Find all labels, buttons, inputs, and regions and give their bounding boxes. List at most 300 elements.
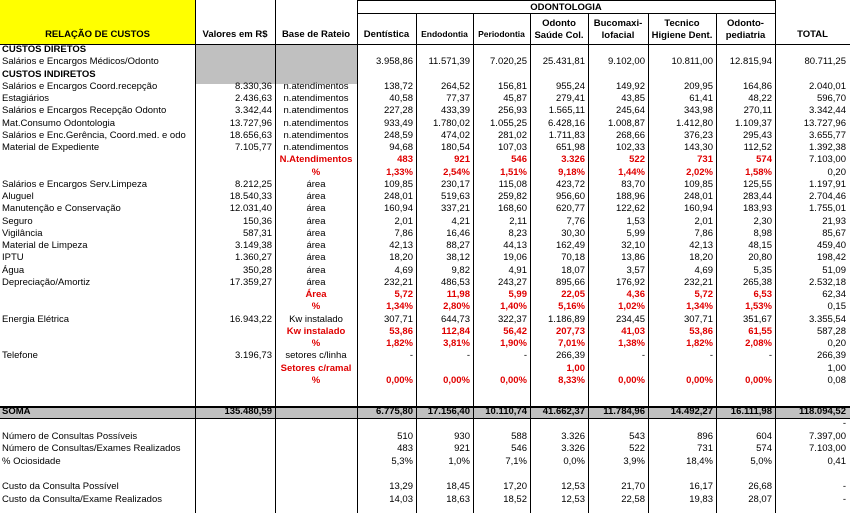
row-cell: 107,03 xyxy=(497,142,527,153)
row-cell: 19,83 xyxy=(689,493,713,505)
row-cell: 956,60 xyxy=(555,191,585,202)
row-total: 0,20 xyxy=(827,166,846,178)
row-cell xyxy=(588,363,645,375)
row-cell: 0,00% xyxy=(500,374,527,386)
row-cell: 522 xyxy=(629,443,645,455)
row-total: 596,70 xyxy=(816,93,846,104)
row-value: 3.149,38 xyxy=(235,240,272,251)
row-value: 150,36 xyxy=(242,215,272,227)
row-cell: 48,15 xyxy=(748,240,772,251)
row-total: 85,67 xyxy=(822,227,846,239)
row-cell: 5,72 xyxy=(394,289,413,300)
row-cell: 1.565,11 xyxy=(548,105,585,117)
row-value: 3.196,73 xyxy=(235,350,272,362)
row-cell: 3,9% xyxy=(623,455,645,467)
row-cell: 921 xyxy=(454,443,470,455)
row-cell: 10.110,74 xyxy=(485,406,527,417)
row-cell: 1,0% xyxy=(448,455,470,467)
row-cell: 1,82% xyxy=(686,338,713,349)
row-cell: 45,87 xyxy=(503,93,527,104)
row-cell: 164,86 xyxy=(742,80,772,92)
col-header-3b: Saúde Col. xyxy=(534,30,584,41)
row-cell: 1,02% xyxy=(618,301,645,313)
row-total: 80.711,25 xyxy=(804,56,846,68)
vrule-10 xyxy=(775,0,776,513)
col-header-5b: Higiene Dent. xyxy=(651,30,713,41)
row-cell: 295,43 xyxy=(742,129,772,141)
row-cell: 283,44 xyxy=(742,191,772,202)
row-cell: 588 xyxy=(511,430,527,442)
row-cell: 651,98 xyxy=(555,142,585,153)
row-base: área xyxy=(306,178,326,190)
row-total: 13.727,96 xyxy=(803,117,846,129)
row-label: % Ociosidade xyxy=(2,455,61,467)
row-value: 135.480,59 xyxy=(224,406,272,417)
row-base: área xyxy=(306,227,326,239)
row-cell: 18,4% xyxy=(686,455,713,467)
row-cell: 1.711,83 xyxy=(548,129,585,141)
row-total: - xyxy=(842,493,846,505)
row-cell: - xyxy=(409,350,413,362)
row-cell: 933,49 xyxy=(383,117,413,129)
row-cell: 40,58 xyxy=(389,93,413,104)
row-cell: 18,20 xyxy=(389,252,413,264)
row-cell: 11.571,39 xyxy=(428,56,470,68)
vrule-1 xyxy=(195,0,196,513)
row-cell: 307,71 xyxy=(683,313,713,325)
row-base: n.atendimentos xyxy=(283,117,349,129)
row-cell: 16,46 xyxy=(446,227,470,239)
title-header: RELAÇÃO DE CUSTOS xyxy=(45,29,150,40)
row-cell: 183,93 xyxy=(742,203,772,215)
row-cell: - xyxy=(709,350,713,362)
row-cell: 6.775,80 xyxy=(376,406,413,417)
row-label: Salários e Enc.Gerência, Coord.med. e odo xyxy=(2,129,186,141)
row-label: Custo da Consulta Possível xyxy=(2,481,119,492)
row-cell: 0,0% xyxy=(563,455,585,467)
row-cell: 279,41 xyxy=(555,93,585,104)
row-total: 2.532,18 xyxy=(809,276,846,288)
row-cell: 115,08 xyxy=(498,178,527,190)
row-cell: 88,27 xyxy=(446,240,470,251)
row-cell: 7,1% xyxy=(505,455,527,467)
row-cell: 546 xyxy=(511,443,527,455)
row-cell: 281,02 xyxy=(497,129,527,141)
row-cell: 6,53 xyxy=(753,289,772,300)
row-cell: 4,36 xyxy=(626,289,645,300)
row-total: 2.040,01 xyxy=(809,80,846,92)
row-cell: 5,16% xyxy=(558,301,585,313)
row-cell: 14,03 xyxy=(389,493,413,505)
row-cell: 543 xyxy=(629,430,645,442)
row-cell: 3.326 xyxy=(561,430,585,442)
row-cell: 3.958,86 xyxy=(376,56,413,68)
row-base: área xyxy=(306,191,326,202)
row-base: Área xyxy=(305,289,327,300)
row-cell: 17,20 xyxy=(503,481,527,492)
row-cell: 20,80 xyxy=(748,252,772,264)
row-label: Salários e Encargos Médicos/Odonto xyxy=(2,56,159,68)
row-label: CUSTOS INDIRETOS xyxy=(2,68,96,80)
row-base: área xyxy=(306,240,326,251)
row-total: 266,39 xyxy=(816,350,846,362)
row-total: 0,41 xyxy=(827,455,846,467)
row-cell: 4,69 xyxy=(394,264,413,276)
row-base: área xyxy=(306,252,326,264)
row-label: Salários e Encargos Coord.recepção xyxy=(2,80,158,92)
row-cell: 14.492,27 xyxy=(670,406,713,417)
row-cell: 248,01 xyxy=(683,191,713,202)
row-cell: 604 xyxy=(756,430,772,442)
col-header-3a: Odonto xyxy=(542,18,576,29)
row-base: Kw instalado xyxy=(286,325,346,337)
base-header: Base de Rateio xyxy=(281,29,351,40)
row-total: 3.655,77 xyxy=(809,129,846,141)
row-cell: 8,33% xyxy=(558,374,585,386)
row-cell: 0,00% xyxy=(618,374,645,386)
row-cell: 41.662,37 xyxy=(542,406,585,417)
row-cell: 209,95 xyxy=(683,80,713,92)
row-cell: 160,94 xyxy=(683,203,713,215)
row-cell: 486,53 xyxy=(440,276,470,288)
row-cell: 1.109,37 xyxy=(735,117,772,129)
row-cell: 162,49 xyxy=(555,240,585,251)
col-header-5a: Tecnico xyxy=(664,18,700,29)
row-cell: 18,52 xyxy=(503,493,527,505)
row-cell: 243,27 xyxy=(497,276,527,288)
row-cell: 112,52 xyxy=(743,142,772,153)
row-base: N.Atendimentos xyxy=(279,154,353,166)
row-cell: 38,12 xyxy=(446,252,470,264)
row-cell: 9,18% xyxy=(558,166,585,178)
row-cell: 248,01 xyxy=(383,191,413,202)
row-cell: 4,21 xyxy=(451,215,470,227)
row-cell: 77,37 xyxy=(446,93,470,104)
row-label: Aluguel xyxy=(2,191,34,202)
row-cell: 644,73 xyxy=(440,313,470,325)
row-cell: 1,38% xyxy=(618,338,645,349)
row-cell: 44,13 xyxy=(503,240,527,251)
row-cell: 7,01% xyxy=(558,338,585,349)
row-cell: 2,01 xyxy=(394,215,413,227)
row-cell: 160,94 xyxy=(383,203,413,215)
row-cell: 8,23 xyxy=(508,227,527,239)
row-cell: 1,82% xyxy=(386,338,413,349)
row-cell: 232,21 xyxy=(383,276,413,288)
row-cell: 266,39 xyxy=(555,350,585,362)
row-cell: 5,72 xyxy=(694,289,713,300)
row-cell: 1.780,02 xyxy=(433,117,470,129)
row-cell: 26,68 xyxy=(748,481,772,492)
row-cell: 731 xyxy=(697,443,713,455)
row-value: 12.031,40 xyxy=(229,203,272,215)
row-cell: 6.428,16 xyxy=(548,117,585,129)
row-cell: 0,00% xyxy=(745,374,772,386)
row-label: Manutenção e Conservação xyxy=(2,203,121,215)
row-cell: 149,92 xyxy=(615,80,645,92)
rule-group xyxy=(357,13,775,14)
row-cell: 483 xyxy=(397,443,413,455)
row-base: n.atendimentos xyxy=(283,142,349,153)
row-total: 3.355,54 xyxy=(809,313,846,325)
row-label: Água xyxy=(2,264,25,276)
row-cell: 343,98 xyxy=(683,105,713,117)
row-cell: 731 xyxy=(697,154,713,166)
row-cell: 25.431,81 xyxy=(542,56,585,68)
row-cell: 4,91 xyxy=(508,264,527,276)
row-label: Seguro xyxy=(2,215,33,227)
row-cell: 156,81 xyxy=(497,80,527,92)
row-cell: 5,35 xyxy=(753,264,772,276)
row-cell: 1,58% xyxy=(745,166,772,178)
row-total: 198,42 xyxy=(816,252,846,264)
row-total: 7.103,00 xyxy=(809,443,846,455)
row-cell: 270,11 xyxy=(743,105,772,117)
row-label: Material de Limpeza xyxy=(2,240,88,251)
row-total: 7.397,00 xyxy=(809,430,846,442)
row-cell: 5,99 xyxy=(626,227,645,239)
row-label: Energia Elétrica xyxy=(2,313,70,325)
row-total: - xyxy=(842,481,846,492)
row-cell: 56,42 xyxy=(503,325,527,337)
row-total: 1.392,38 xyxy=(809,142,846,153)
row-cell: 109,85 xyxy=(683,178,713,190)
row-base: % xyxy=(311,301,321,313)
row-cell: 337,21 xyxy=(440,203,470,215)
row-total: 118.094,52 xyxy=(798,406,846,417)
row-label: SOMA xyxy=(2,406,31,417)
row-cell: - xyxy=(466,350,470,362)
row-cell: 1,34% xyxy=(386,301,413,313)
row-cell: 18,63 xyxy=(446,493,470,505)
row-cell: 265,38 xyxy=(742,276,772,288)
direct-costs-grey-bg xyxy=(195,44,357,84)
row-cell: 12,53 xyxy=(561,481,585,492)
row-cell: 1,53% xyxy=(745,301,772,313)
row-base: setores c/linha xyxy=(285,350,347,362)
row-cell: 42,13 xyxy=(389,240,413,251)
row-cell: 0,00% xyxy=(443,374,470,386)
row-total: 7.103,00 xyxy=(809,154,846,166)
row-cell: 474,02 xyxy=(440,129,470,141)
row-cell: 11.784,96 xyxy=(603,406,645,417)
rule-soma-bottom xyxy=(0,418,850,419)
row-cell: 2,08% xyxy=(745,338,772,349)
row-cell: 574 xyxy=(756,154,772,166)
row-value: 3.342,44 xyxy=(235,105,272,117)
row-cell: 70,18 xyxy=(561,252,585,264)
row-value: 18.540,33 xyxy=(229,191,272,202)
row-value: 18.656,63 xyxy=(229,129,272,141)
row-value: 8.212,25 xyxy=(235,178,272,190)
row-cell: 522 xyxy=(629,154,645,166)
row-label: Telefone xyxy=(2,350,38,362)
row-cell: 7,76 xyxy=(566,215,585,227)
row-cell: 168,60 xyxy=(497,203,527,215)
row-cell: 2,80% xyxy=(443,301,470,313)
row-cell: 433,39 xyxy=(440,105,470,117)
row-cell xyxy=(648,363,713,375)
row-base: área xyxy=(306,215,326,227)
row-label: Estagiários xyxy=(2,93,49,104)
row-label: Número de Consultas Possíveis xyxy=(2,430,138,442)
row-label: Custo da Consulta/Exame Realizados xyxy=(2,493,163,505)
row-cell: 9.102,00 xyxy=(608,56,645,68)
row-cell: 21,70 xyxy=(621,481,645,492)
row-total: 62,34 xyxy=(822,289,846,300)
row-label: Número de Consultas/Exames Realizados xyxy=(2,443,181,455)
row-cell: 3.326 xyxy=(561,154,585,166)
row-cell: 3,57 xyxy=(626,264,645,276)
row-cell: - xyxy=(641,350,645,362)
row-value: 17.359,27 xyxy=(229,276,272,288)
row-cell: 18,20 xyxy=(689,252,713,264)
row-cell: 10.811,00 xyxy=(671,56,713,68)
row-cell: 9,82 xyxy=(451,264,470,276)
row-cell: 1,00 xyxy=(566,362,585,374)
row-cell: 1,44% xyxy=(618,166,645,178)
row-base: n.atendimentos xyxy=(283,80,349,92)
row-cell: 1.055,25 xyxy=(490,117,527,129)
row-cell: 1,90% xyxy=(500,338,527,349)
row-cell: 188,96 xyxy=(615,191,645,202)
row-cell: 3.326 xyxy=(561,443,585,455)
row-cell: 22,58 xyxy=(621,493,645,505)
row-cell: 83,70 xyxy=(621,178,645,190)
row-cell: 22,05 xyxy=(561,289,585,300)
row-base: área xyxy=(306,203,326,215)
col-header-1: Endodontia xyxy=(421,29,468,39)
row-label: CUSTOS DIRETOS xyxy=(2,44,87,55)
row-cell: 42,13 xyxy=(689,240,713,251)
row-total: 2.704,46 xyxy=(809,191,846,202)
row-label: Salários e Encargos Serv.Limpeza xyxy=(2,178,148,190)
row-cell: 7,86 xyxy=(694,227,713,239)
row-total: 1.197,91 xyxy=(809,178,846,190)
row-cell: 510 xyxy=(397,430,413,442)
col-header-4a: Bucomaxi- xyxy=(593,18,643,29)
row-total: 1.755,01 xyxy=(809,203,846,215)
row-total: - xyxy=(842,418,846,429)
row-base: n.atendimentos xyxy=(283,93,349,104)
row-base: % xyxy=(311,166,321,178)
row-base: área xyxy=(306,276,326,288)
row-cell: 574 xyxy=(756,443,772,455)
row-cell: 207,73 xyxy=(555,325,585,337)
rule-top xyxy=(357,0,775,1)
row-cell: 0,00% xyxy=(386,374,413,386)
row-cell: 61,55 xyxy=(748,325,772,337)
row-cell: 546 xyxy=(511,154,527,166)
row-cell: 895,66 xyxy=(555,276,585,288)
row-cell: 30,30 xyxy=(561,227,585,239)
row-base: n.atendimentos xyxy=(283,105,349,117)
row-cell: 19,06 xyxy=(503,252,527,264)
row-cell: 0,00% xyxy=(686,374,713,386)
row-cell: 16,17 xyxy=(689,481,713,492)
row-cell: 2,30 xyxy=(753,215,772,227)
row-cell: 227,28 xyxy=(383,105,413,117)
row-cell: 32,10 xyxy=(621,240,645,251)
row-cell: 53,86 xyxy=(689,325,713,337)
row-value: 587,31 xyxy=(242,227,272,239)
row-cell: 53,86 xyxy=(389,325,413,337)
row-cell: 245,64 xyxy=(615,105,645,117)
row-label: Mat.Consumo Odontologia xyxy=(2,117,116,129)
row-cell: 13,29 xyxy=(389,481,413,492)
row-cell: 268,66 xyxy=(615,129,645,141)
row-cell: 376,23 xyxy=(683,129,713,141)
row-cell: 4,69 xyxy=(694,264,713,276)
row-cell: 2,11 xyxy=(509,215,527,227)
row-total: 587,28 xyxy=(816,325,846,337)
col-header-4b: lofacial xyxy=(601,30,635,41)
row-base: Kw instalado xyxy=(289,313,343,325)
row-total: 3.342,44 xyxy=(809,105,846,117)
row-cell: 48,22 xyxy=(748,93,772,104)
row-cell: 2,01 xyxy=(694,215,713,227)
row-cell: 41,03 xyxy=(621,325,645,337)
row-cell: 3,81% xyxy=(443,338,470,349)
row-cell: 7.020,25 xyxy=(490,56,527,68)
row-cell: 94,68 xyxy=(389,142,413,153)
row-base: n.atendimentos xyxy=(283,129,349,141)
row-cell: 43,85 xyxy=(621,93,645,104)
row-total: 0,20 xyxy=(827,338,846,349)
row-cell: 955,24 xyxy=(555,80,585,92)
row-label: IPTU xyxy=(2,252,24,264)
row-cell: 13,86 xyxy=(621,252,645,264)
row-base: Setores c/ramal xyxy=(280,362,352,374)
group-header: ODONTOLOGIA xyxy=(530,2,602,13)
row-cell: 423,72 xyxy=(555,178,585,190)
row-cell: 28,07 xyxy=(748,493,772,505)
row-cell: 264,52 xyxy=(440,80,470,92)
row-value: 1.360,27 xyxy=(235,252,272,264)
row-cell: 138,72 xyxy=(383,80,413,92)
row-cell: 143,30 xyxy=(683,142,713,153)
row-cell: 102,33 xyxy=(615,142,645,153)
row-cell: 12.815,94 xyxy=(729,56,772,68)
row-cell: 1,53 xyxy=(626,215,645,227)
row-cell xyxy=(716,363,772,375)
row-total: 1,00 xyxy=(827,362,846,374)
row-cell xyxy=(357,363,413,375)
row-cell: - xyxy=(523,350,527,362)
row-cell xyxy=(416,363,470,375)
row-cell: 230,17 xyxy=(440,178,470,190)
row-value: 350,28 xyxy=(242,264,272,276)
row-cell: 519,63 xyxy=(440,191,470,202)
row-cell: 11,98 xyxy=(446,289,470,300)
row-base: % xyxy=(311,374,321,386)
col-header-6b: pediatria xyxy=(725,30,766,41)
row-cell: 18,07 xyxy=(561,264,585,276)
row-cell: 322,37 xyxy=(497,313,527,325)
row-total: 0,08 xyxy=(827,374,846,386)
row-cell: 896 xyxy=(697,430,713,442)
row-cell xyxy=(473,363,527,375)
row-cell: 7,86 xyxy=(394,227,413,239)
row-base: % xyxy=(311,338,321,349)
row-cell: 1,51% xyxy=(500,166,527,178)
row-cell: 112,84 xyxy=(441,325,470,337)
total-header: TOTAL xyxy=(797,29,828,40)
row-cell: 1.186,89 xyxy=(548,313,585,325)
row-cell: 12,53 xyxy=(561,493,585,505)
col-header-0: Dentística xyxy=(363,29,410,40)
row-cell: 1,34% xyxy=(686,301,713,313)
